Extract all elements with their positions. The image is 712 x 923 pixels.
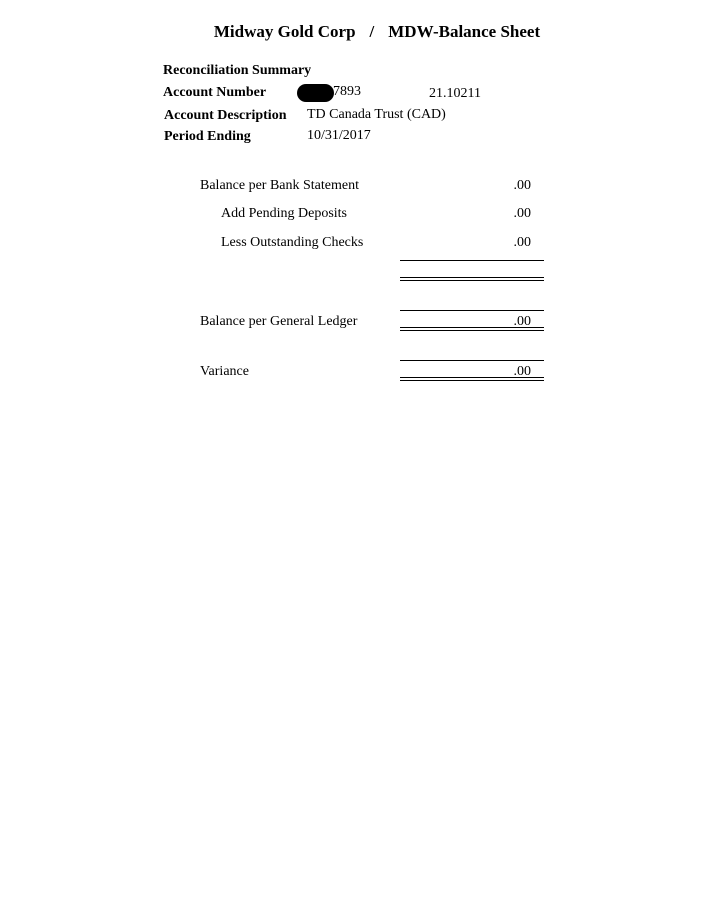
redaction-mark [297, 84, 334, 102]
report-title [0, 22, 712, 42]
variance-amount: .00 [513, 364, 531, 379]
account-description-value: TD Canada Trust (CAD) [307, 107, 446, 122]
pending-deposits-amount: .00 [513, 206, 531, 221]
variance-label: Variance [200, 364, 249, 379]
general-ledger-amount: .00 [513, 314, 531, 329]
ledger-double-rule [400, 327, 544, 331]
account-number-label: Account Number [163, 85, 267, 100]
account-number-value: 7893 [333, 84, 361, 99]
bank-statement-label: Balance per Bank Statement [200, 178, 359, 193]
account-description-label: Account Description [164, 108, 287, 123]
period-ending-label: Period Ending [164, 129, 251, 144]
pending-deposits-label: Add Pending Deposits [221, 206, 347, 221]
variance-double-rule [400, 377, 544, 381]
ledger-top-rule [400, 310, 544, 311]
outstanding-checks-label: Less Outstanding Checks [221, 235, 364, 250]
reconciliation-summary-heading: Reconciliation Summary [163, 63, 312, 78]
title-separator: / [369, 22, 375, 41]
report-name: MDW-Balance Sheet [388, 22, 541, 41]
total-double-rule [400, 277, 544, 281]
outstanding-checks-amount: .00 [513, 235, 531, 250]
general-ledger-label: Balance per General Ledger [200, 314, 358, 329]
bank-statement-amount: .00 [513, 178, 531, 193]
variance-top-rule [400, 360, 544, 361]
account-code: 21.10211 [429, 86, 481, 101]
subtotal-rule [400, 260, 544, 261]
period-ending-value: 10/31/2017 [307, 128, 371, 143]
company-name: Midway Gold Corp [213, 22, 356, 41]
